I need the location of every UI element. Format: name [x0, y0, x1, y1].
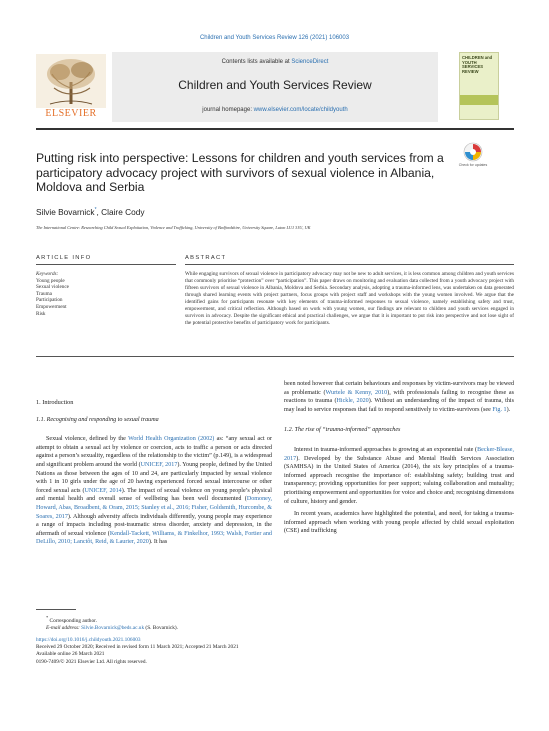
keyword: Risk — [36, 310, 46, 317]
email-suffix: (S. Bovarnick). — [144, 625, 178, 632]
author-list — [36, 207, 145, 217]
keywords-block — [36, 271, 176, 317]
article-title: Putting risk into perspective: Lessons for children and youth services from a participatory advocacy project with survivors of sexual violence in Albania, Moldova and Serbia — [36, 151, 444, 194]
tree-icon — [36, 54, 106, 108]
keywords-label: Keywords: — [36, 271, 59, 277]
body-paragraph: In recent years, academics have highlighted the potential, and need, for taking a trauma-informed approach when working with young people affected by child sexual exploitation (CSE) and trafficking — [284, 511, 514, 535]
citation-link[interactable]: Hickle, 2020 — [336, 398, 369, 405]
citation-link[interactable]: Kendall-Tackett, Williams, & Finkelhor, 1993; Walsh, Fortier and DeLillo, 2010; Lanctôt, Reid, & Laurier, 2020 — [36, 530, 272, 546]
text-run: ). Although adversity affects individuals differently, young people may experience a range of impacts including post-traumatic stress disorder, anxiety and depression, in the aftermath of sexual violence ( — [36, 513, 272, 537]
cover-title: CHILDREN and YOUTH SERVICES REVIEW — [462, 55, 493, 74]
text-run: ). It has — [148, 539, 168, 546]
available-online: Available online 26 March 2021 — [36, 651, 105, 658]
keyword: Sexual violence — [36, 284, 69, 291]
crossmark-label: Check for updates — [458, 163, 488, 167]
citation-link[interactable]: Becker-Blease, 2017 — [284, 446, 514, 462]
text-run: Interest in trauma-informed approaches is growing at an exponential rate ( — [294, 446, 478, 453]
abstract-text: While engaging survivors of sexual violence in participatory advocacy may not be new to adult services, it is less common among children and youth services that commonly prioritise “protection” over “participation”. This paper draws on monitoring and evaluation data collected from a youth advocacy project with fifteen survivors of sexual violence in Albania, Moldova and Serbia. Secondary analysis, adopting a trauma-informed lens, was undertaken on data generated through shared learning events with project partners, focus groups with project staff and workshops with the young women involved. We argue that the identified gains for participants resonate with key elements of trauma-informed responses to sexual violence, namely establishing safety and trust, empowerment, and critical reflection. Although based on work with young women, our findings are relevant to children and youth services engaged in survivors in advocacy. Despite the significant ethical and practical challenges, we argue that it is important to put risk into perspective and not lose sight of the potential protective benefits of participatory work for participants. — [185, 271, 514, 326]
author-affiliation: The International Centre: Researching Child Sexual Exploitation, Violence and Trafficking, University of Bedfordshire, University Square, Luton LU1 3JU, UK — [36, 225, 311, 230]
footnote-rule — [36, 609, 76, 610]
header-rule — [36, 128, 514, 130]
keyword: Trauma — [36, 290, 52, 297]
sciencedirect-link[interactable]: ScienceDirect — [291, 59, 329, 65]
publisher-name: ELSEVIER — [45, 108, 97, 119]
text-run: ), with professionals failing to recognise these as reactions to trauma ( — [284, 389, 514, 405]
citation-link[interactable]: UNICEF, 2014 — [84, 487, 122, 494]
abstract-rule — [185, 264, 514, 265]
homepage-link[interactable]: www.elsevier.com/locate/childyouth — [253, 107, 348, 113]
contents-prefix: Contents lists available at — [221, 59, 292, 65]
doi-link[interactable]: https://doi.org/10.1016/j.childyouth.2021.106003 — [36, 637, 141, 643]
author-name[interactable]: Silvie Bovarnick — [36, 207, 95, 217]
author-separator: , — [96, 207, 102, 217]
contents-line — [112, 59, 438, 65]
text-run: ). — [506, 406, 511, 413]
email-prefix: E-mail address: — [46, 625, 82, 632]
homepage-line — [112, 107, 438, 113]
author-name[interactable]: Claire Cody — [101, 207, 145, 217]
footnote-mark: * — [46, 615, 49, 620]
left-column — [36, 399, 272, 551]
check-for-updates-badge[interactable] — [460, 141, 486, 171]
footnote — [36, 614, 272, 633]
text-run: ). The impact of sexual violence on young people’s physical and mental health and overall sense of wellbeing has been well documented ( — [36, 487, 272, 503]
citation-link[interactable]: UNICEF, 2017 — [140, 461, 178, 468]
keyword: Young people — [36, 277, 65, 284]
abstract-heading: ABSTRACT — [185, 255, 227, 261]
footnote-label: Corresponding author. — [49, 617, 97, 624]
subsection-heading: 1.1. Recognising and responding to sexual trauma — [36, 416, 159, 423]
text-run: ). Without an understanding of the impact of trauma, this may lead to service responses that fail to respond sensitively to victim-survivors (see — [284, 398, 514, 413]
keyword: Empowerment — [36, 303, 67, 310]
citation-link[interactable]: Wurtele & Kenny, 2010 — [325, 389, 388, 396]
text-run: as: “any sexual act or attempt to obtain a sexual act by violence or coercion, acts to traffic a person or acts directed against a person’s sexuality, regardless of the relationship to the victim” (p.149), is a widespread and significant problem around the world ( — [36, 436, 272, 468]
subsection-heading: 1.2. The rise of “trauma-informed” approaches — [284, 427, 401, 434]
citation-link[interactable]: World Health Organization (2002) — [128, 436, 215, 443]
journal-title: Children and Youth Services Review — [178, 78, 372, 92]
figure-link[interactable]: Fig. 1 — [492, 406, 507, 413]
text-run: ). Young people, defined by the United Nations as those between the ages of 10 and 24, are particularly impacted by sexual violence with 1 in 10 girls under the age of 20 having experienced forced sexual intercourse or other forced sexual acts ( — [36, 461, 272, 494]
text-run: been noted however that certain behaviours and responses by victim-survivors may be viewed as problematic ( — [284, 381, 514, 396]
homepage-prefix: journal homepage: — [202, 107, 254, 113]
publication-info — [36, 637, 514, 666]
email-link[interactable]: Silvie.Bovarnick@beds.ac.uk — [81, 625, 145, 632]
text-run: ). Developed by the Substance Abuse and Mental Health Services Association (SAMHSA) in the United States of America (2014), the six key principles of a trauma-informed approach recognise the importance of: establishing safety; building trust and transparency; providing opportunities for peer support; valuing collaboration and mutuality; prioritising empowerment and opportunities for voice and choice and; recognising dimensions of culture, history and gender. — [284, 455, 514, 505]
copyright: 0190-7409/© 2021 Elsevier Ltd. All rights reserved. — [36, 658, 147, 665]
journal-reference[interactable]: Children and Youth Services Review 126 (2021) 106003 — [199, 35, 350, 41]
text-run: Sexual violence, defined by the — [46, 436, 129, 443]
article-info-rule — [36, 264, 176, 265]
right-column — [284, 380, 514, 540]
body-paragraph — [36, 435, 272, 547]
received-dates: Received 29 October 2020; Received in revised form 11 March 2021; Accepted 21 March 2021 — [36, 644, 239, 651]
footnote-email-line — [36, 625, 272, 633]
abstract-bottom-rule — [36, 356, 514, 357]
cover-band — [460, 95, 498, 105]
keyword: Participation — [36, 297, 63, 304]
body-paragraph — [284, 380, 514, 414]
journal-banner — [36, 52, 514, 126]
journal-cover[interactable] — [459, 52, 499, 120]
footnote-corresponding — [36, 614, 272, 625]
article-info-heading: ARTICLE INFO — [36, 255, 92, 261]
body-paragraph — [284, 446, 514, 506]
section-heading: 1. Introduction — [36, 399, 74, 406]
citation-link[interactable]: Domoney, Howard, Abas, Broadbent, & Oram, 2015; Stanley et al., 2016; Fisher, Goldsmith, Hurcombe, & Soares, 2017 — [36, 496, 272, 520]
corresponding-author-mark[interactable]: * — [94, 207, 97, 214]
